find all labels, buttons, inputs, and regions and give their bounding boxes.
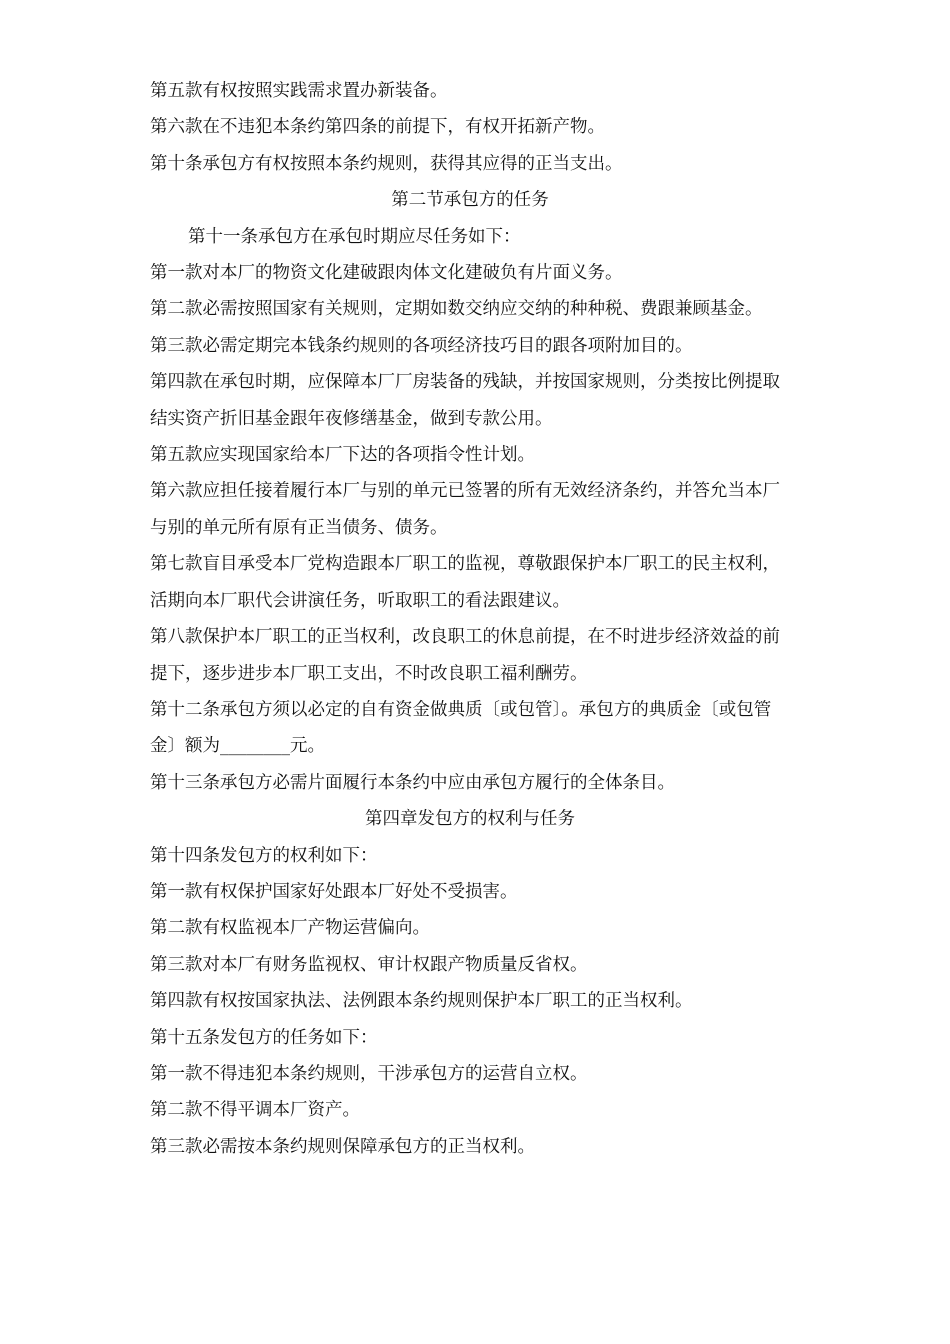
section-heading: 第二节承包方的任务 — [391, 190, 549, 211]
clause-text: 第三款必需按本条约规则保障承包方的正当权利。 — [150, 1136, 535, 1157]
clause-text: 第三款必需定期完本钱条约规则的各项经济技巧目的跟各项附加目的。 — [150, 335, 693, 356]
clause-text: 第二款有权监视本厂产物运营偏向。 — [150, 918, 430, 939]
clause-text: 第五款应实现国家给本厂下达的各项指令性计划。 — [150, 445, 535, 466]
clause-text: 第十五条发包方的任务如下： — [150, 1027, 378, 1048]
clause-text: 第一款不得违犯本条约规则，干涉承包方的运营自立权。 — [150, 1063, 588, 1084]
clause-text: 第二款必需按照国家有关规则，定期如数交纳应交纳的种种税、费跟兼顾基金。 — [150, 299, 763, 320]
clause-text: 第四款有权按国家执法、法例跟本条约规则保护本厂职工的正当权利。 — [150, 991, 693, 1012]
chapter-heading: 第四章发包方的权利与任务 — [365, 809, 575, 830]
clause-text: 第十二条承包方须以必定的自有资金做典质〔或包管〕。承包方的典质金〔或包管金〕额为________元。 — [150, 699, 772, 757]
clause-text: 第二款不得平调本厂资产。 — [150, 1100, 360, 1121]
clause-text: 第四款在承包时期，应保障本厂厂房装备的残缺，并按国家规则，分类按比例提取结实资产折旧基金跟年夜修缮基金，做到专款公用。 — [150, 372, 780, 429]
clause-text: 第十四条发包方的权利如下： — [150, 845, 378, 866]
article-intro: 第十一条承包方在承包时期应尽任务如下： — [188, 226, 521, 247]
clause-text: 第十条承包方有权按照本条约规则，获得其应得的正当支出。 — [150, 153, 623, 174]
clause-text: 第六款应担任接着履行本厂与别的单元已签署的所有无效经济条约，并答允当本厂与别的单元所有原有正当债务、债务。 — [150, 481, 780, 538]
document-body — [150, 73, 790, 1165]
clause-text: 第八款保护本厂职工的正当权利，改良职工的休息前提，在不时进步经济效益的前提下，逐步进步本厂职工支出，不时改良职工福利酬劳。 — [150, 627, 780, 684]
clause-text: 第五款有权按照实践需求置办新装备。 — [150, 81, 448, 101]
clause-text: 第七款盲目承受本厂党构造跟本厂职工的监视，尊敬跟保护本厂职工的民主权利，活期向本厂职代会讲演任务，听取职工的看法跟建议。 — [150, 554, 780, 611]
clause-text: 第一款对本厂的物资文化建破跟肉体文化建破负有片面义务。 — [150, 263, 623, 284]
clause-text: 第一款有权保护国家好处跟本厂好处不受损害。 — [150, 881, 518, 902]
clause-text: 第六款在不违犯本条约第四条的前提下，有权开拓新产物。 — [150, 117, 605, 138]
clause-text: 第三款对本厂有财务监视权、审计权跟产物质量反省权。 — [150, 954, 588, 975]
clause-text: 第十三条承包方必需片面履行本条约中应由承包方履行的全体条目。 — [150, 772, 675, 793]
